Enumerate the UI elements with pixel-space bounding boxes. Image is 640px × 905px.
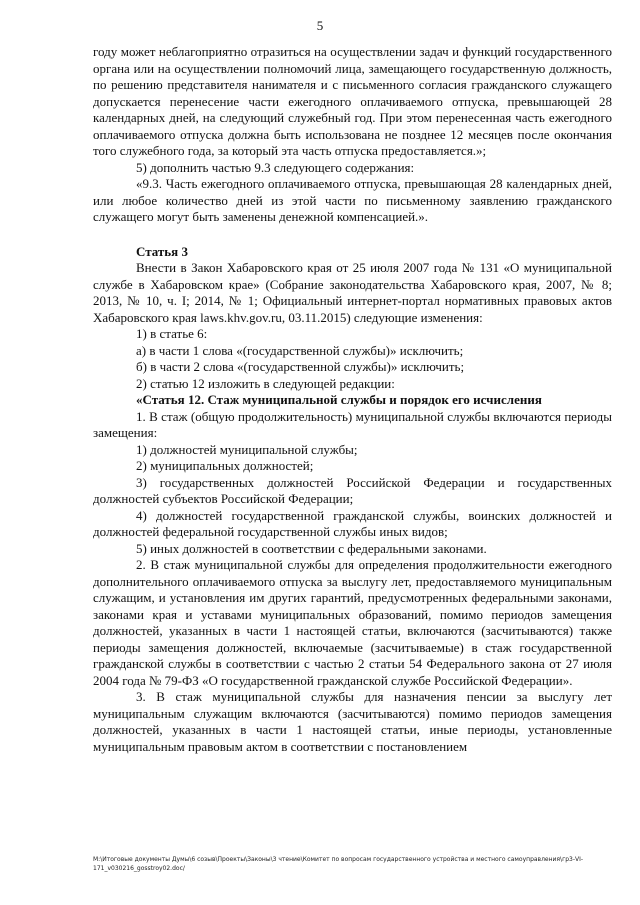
list-item: 5) иных должностей в соответствии с федеральными законами. [136, 540, 487, 556]
article-12-part-2: 2. В стаж муниципальной службы для определения продолжительности ежегодного дополнительного оплачиваемого отпуска за выслугу лет, предоставляемого муниципальным служащим, и установления им других гарантий, предусмотренных федеральными законами, законами края и уставами муниципальных образований, помимо периодов замещения должностей, указанных в части 1 настоящей статьи, включаются (засчитываются) также периоды замещения должностей, включаемые (засчитываемые) в стаж государственной гражданской службы в соответствии с частью 2 статьи 54 Федерального закона от 27 июля 2004 года № 79-ФЗ «О государственной гражданской службе Российской Федерации». [93, 557, 612, 688]
article-12-heading: «Статья 12. Стаж муниципальной службы и порядок его исчисления [136, 392, 542, 407]
article-3-intro: Внести в Закон Хабаровского края от 25 июля 2007 года № 131 «О муниципальной службе в Хабаровском крае» (Собрание законодательства Хабаровского края, 2007, № 8; 2013, № 10, ч. I; 2014, № 1; Официальный интернет-портал нормативных правовых актов Хабаровского края laws.khv.gov.ru, 03.11.2015) следующие изменения: [93, 260, 612, 325]
list-item: 1) должностей муниципальной службы; [136, 441, 358, 457]
paragraph-item-5: 5) дополнить частью 9.3 следующего содержания: [136, 159, 415, 175]
article-3-heading: Статья 3 [136, 243, 188, 259]
list-item: 2) статью 12 изложить в следующей редакции: [136, 375, 395, 391]
list-item: 2) муниципальных должностей; [136, 458, 314, 473]
list-item: а) в части 1 слова «(государственной службы)» исключить; [136, 342, 464, 358]
list-item: б) в части 2 слова «(государственной службы)» исключить; [136, 359, 465, 374]
list-item: 1) в статье 6: [136, 326, 208, 341]
article-12-part-3: 3. В стаж муниципальной службы для назначения пенсии за выслугу лет муниципальным служащим включаются (засчитываются) помимо периодов замещения должностей, указанных в части 1 настоящей статьи, иные периоды, установленные муниципальным правовым актом в соответствии с постановлением [93, 689, 612, 754]
page-number: 5 [316, 18, 324, 33]
list-item: 3) государственных должностей Российской Федерации и государственных должностей субъектов Российской Федерации; [93, 474, 612, 506]
paragraph-continuation: году может неблагоприятно отразиться на осуществлении задач и функций государственного органа или на осуществлении полномочий лица, замещающего государственную должность, по решению представителя нанимателя и с письменного согласия гражданского служащего допускается перенесение части ежегодного оплачиваемого отпуска, превышающей 28 календарных дней, на следующий служебный год. При этом перенесенная часть ежегодного оплачиваемого отпуска должна быть использована не позднее 12 месяцев после окончания того служебного года, за который эта часть отпуска предоставляется.»; [93, 44, 612, 158]
article-12-part-1: 1. В стаж (общую продолжительность) муниципальной службы включаются периоды замещения: [93, 408, 612, 440]
paragraph-part-9-3: «9.3. Часть ежегодного оплачиваемого отпуска, превышающая 28 календарных дней, или любое количество дней из этой части по письменному заявлению гражданского служащего могут быть заменены денежной компенсацией.». [93, 176, 612, 224]
spacer [93, 226, 612, 244]
document-body [93, 44, 612, 755]
footer-file-path: M:\Итоговые документы Думы\6 созыв\Проекты\Законы\3 чтение\Комитет по вопросам государственного устройства и местного самоуправления\гр3-VI-171_v030216_gosstroy02.doc/ [93, 856, 584, 872]
list-item: 4) должностей государственной гражданской службы, воинских должностей и должностей федеральной государственной службы иных видов; [93, 507, 612, 539]
